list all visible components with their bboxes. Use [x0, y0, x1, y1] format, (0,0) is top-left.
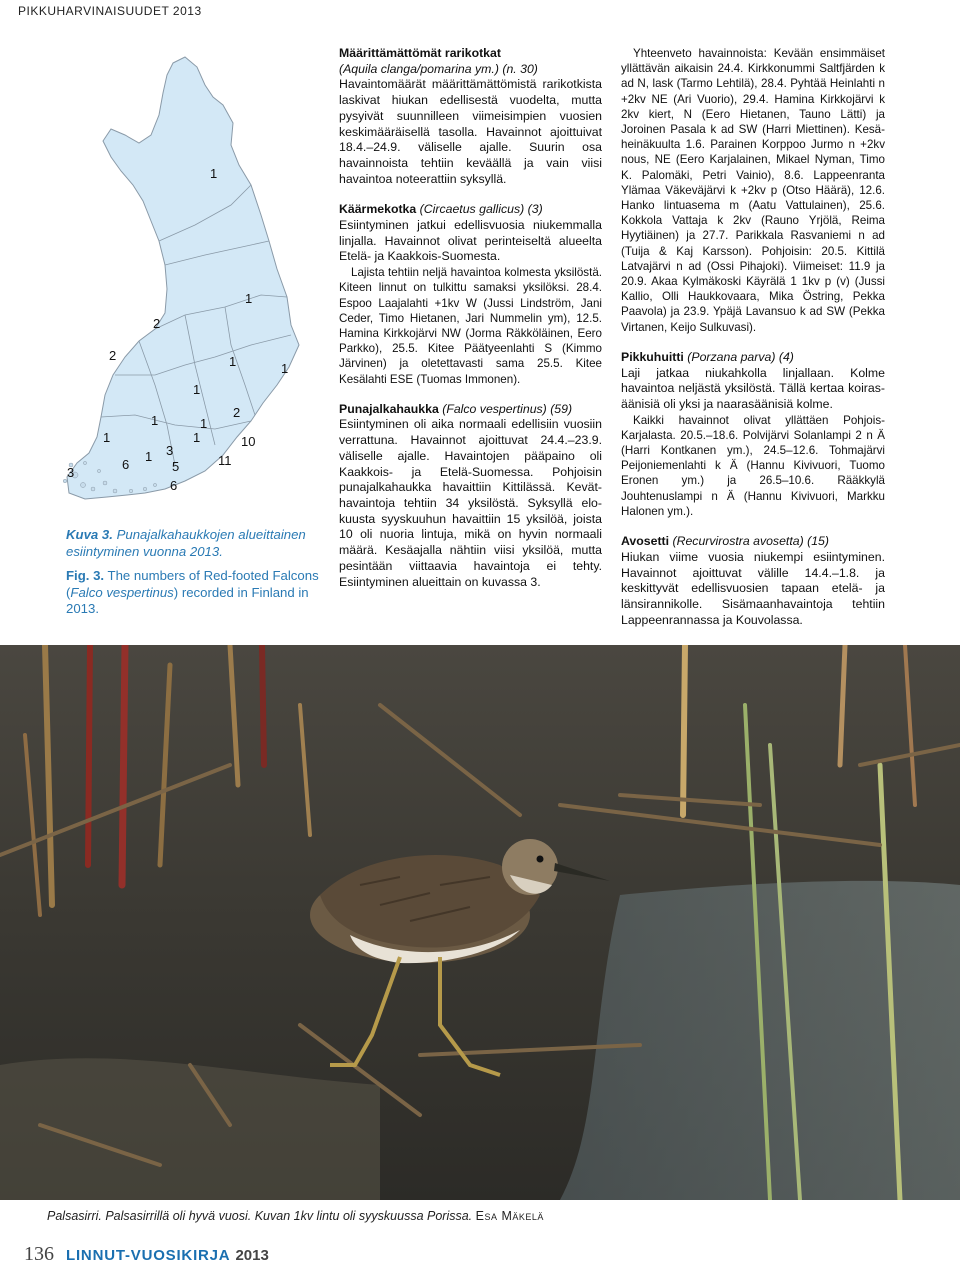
species-latin: (Falco vespertinus) (59) [442, 401, 573, 416]
caption-fi-label: Kuva 3. [66, 527, 113, 542]
map-label: 1 [145, 449, 153, 464]
map-label: 1 [200, 416, 208, 431]
map-label: 1 [193, 382, 201, 397]
running-header: PIKKUHARVINAISUUDET 2013 [18, 4, 202, 18]
map-label: 2 [109, 348, 117, 363]
species-latin: (Aquila clanga/pomarina ym.) (n. 30) [339, 61, 538, 76]
map-label: 1 [151, 413, 159, 428]
species-latin: (Porzana parva) (4) [687, 349, 794, 364]
magazine-year: 2013 [235, 1247, 269, 1264]
caption-en-label: Fig. 3. [66, 568, 105, 583]
species-latin: (Circaetus gallicus) (3) [419, 202, 543, 217]
species-body: Havaintomäärät määrittämättömistä rarikotkista laskivat hiukan edellisestä vuodelta, mutta pysyivät suunnilleen viimeisimpien vuosien keskimääräisellä tasolla. Havainnot ajoittuivat 18.4.–24.9. väliselle ajalle. Suurin osa havainnoista tehtiin keväällä ja vain viisi havaintoa noteerattiin syksyllä. [339, 77, 602, 186]
species-heading-pikkuhuitti: Pikkuhuitti [621, 349, 684, 364]
species-heading-kaarmekotka: Käärmekotka [339, 202, 417, 217]
bird-photo [0, 645, 960, 1200]
photo-caption-text: Palsasirri. Palsasirrillä oli hyvä vuosi. Kuvan 1kv lintu oli syyskuussa Porissa. [47, 1209, 473, 1223]
species-body: Hiukan viime vuosia niukempi esiintyminen. Havainnot ajoittuvat välille 14.4.–1.8. ja keskittyvät edellisvuosien tapaan etelä- ja länsirannikolle. Sisämaanhavaintoja tehtiin Lappeenrannassa ja Kouvolassa. [621, 549, 885, 627]
map-label: 3 [166, 443, 174, 458]
text-column-2 [621, 46, 885, 628]
species-latin: (Recurvirostra avosetta) (15) [672, 534, 829, 549]
species-records: Yhteenveto havainnoista: Kevään ensimmäiset yllättävän aikaisin 24.4. Kirkkonummi Saltfjärden k ad N, lask (Tarmo Lehtilä), 28.4. Pyhtää Heinlahti n +2kv NE (Ari Vuorio), 29.4. Hamina Kirkkojärvi k 2kv kiert, N (Eero Hietanen, Tauno Lätti) ja Joroinen Pasala k ad SW (Harri Miettinen). Kesä-heinäkuulta 1.6. Parainen Korppoo Jurmo n +2kv nous, NE (Eero Karjalainen, Mikael Nyman, Timo K. Palomäki, Petri Vainio), 8.6. Lappeenranta Ylämaa Väkeväjärvi k +2kv p (Otso Häärä), 12.6. Hanko lintuasema m (Aatu Vattulainen), 25.6. Kokkola Vattaja k 2kv (Rauno Yrjölä, Reima Hyytiäinen) ja 27.7. Parikkala Rasvaniemi n ad (Tuija & Kaj Karsson). Pohjoisin: 20.5. Kittilä Latvajärvi n ad (Ossi Pihajoki). Viimeiset: 11.9 ja 20.9. Akaa Kylmäkoski Käyrälä 1 1kv p (v) (Jussi Kallio, Olli Haukkovaara, Mika Östring, Pekka Paavola) ja 23.9. Ypäjä Lavansuo k ad SW (Pekka Virtanen, Keijo Sulkuvasi). [621, 47, 885, 334]
map-label: 1 [281, 361, 289, 376]
map-label: 1 [210, 166, 218, 181]
map-label: 2 [233, 405, 241, 420]
photo-caption [47, 1209, 544, 1223]
map-label: 6 [170, 478, 178, 493]
text-column-1 [339, 46, 602, 590]
map-label: 2 [153, 316, 161, 331]
map-label: 10 [241, 434, 256, 449]
caption-fi-text: Punajalkahaukkojen alueittainen esiintyminen vuonna 2013. [66, 527, 306, 559]
map-label: 5 [172, 459, 180, 474]
map-label: 6 [122, 457, 130, 472]
map-label: 3 [67, 465, 75, 480]
map-label: 1 [193, 430, 201, 445]
map-label: 1 [245, 291, 253, 306]
map-label: 1 [229, 354, 237, 369]
caption-en-text-1: The numbers of Red-footed Falcons ( [66, 568, 319, 600]
photo-author: Esa Mäkelä [475, 1209, 544, 1223]
finland-map [55, 45, 330, 505]
caption-en-species: Falco vespertinus [70, 584, 174, 600]
page-number: 136 [24, 1243, 54, 1265]
species-body: Laji jatkaa niukahkolla linjallaan. Kolme havaintoa neljästä yksilöstä. Tällä kertaa koirasäänisiä oli yksi ja naarasäänisiä kolme. [621, 365, 885, 411]
caption-en-text-2: ) recorded in Finland in 2013. [66, 584, 309, 616]
map-label: 11 [218, 453, 232, 468]
species-heading-punajalkahaukka: Punajalkahaukka [339, 401, 439, 416]
species-records: Lajista tehtiin neljä havaintoa kolmesta yksilöstä. Kiteen linnut on tulkittu samaksi yksilöksi. 28.4. Espoo Laajalahti +1kv W (Jussi Lindström, Jani Ceder, Timo Hietanen, Jari Nummelin ym), 12.5. Hamina Kirkkojärvi NW (Jorma Räkköläinen, Eero Parkko), 25.5. Kitee Päätyeenlahti S (Kimmo Järvinen) ja oletettavasti sama 25.5. Kitee Kesälahti ESE (Tuomas Immonen). [339, 266, 602, 386]
species-body: Esiintyminen oli aika normaali edellisiin vuosiin verrattuna. Havainnot ajoittuvat 24.4.–23.9. väliselle ajalle. Havaintojen pääpaino oli Kaakkois- ja Etelä-Suomessa. Pohjoisin punajalkahaukka havaittiin Kittilässä. Keväthavaintoja tehtiin 34 yksilöstä. Syksyllä elokuusta syyskuuhun havaittiin 15 yksilöä, joista 10 oli nuoria lintuja, mikä on hyvin normaali määrä. Kesäajalla nähtiin viisi yksilöä, mutta pesintään viittaavia havaintoja ei tehty. Esiintyminen alueittain on kuvassa 3. [339, 417, 602, 589]
page-footer [24, 1243, 269, 1266]
species-body: Esiintyminen jatkui edellisvuosia niukemmalla linjalla. Havainnot olivat perinteiseltä alueelta Etelä- ja Kaakkois-Suomesta. [339, 218, 602, 264]
species-heading-rarikotkat: Määrittämättömät rarikotkat [339, 46, 501, 60]
magazine-name: LINNUT-VUOSIKIRJA [66, 1247, 231, 1264]
species-heading-avosetti: Avosetti [621, 534, 670, 549]
finland-outline [67, 57, 299, 499]
map-label: 1 [103, 430, 111, 445]
species-records: Kaikki havainnot olivat yllättäen Pohjois-Karjalasta. 20.5.–18.6. Polvijärvi Solanlampi 2 n Ä (Harri Kontkanen ym.), 24.5–12.6. Tohmajärvi Peijoniemenlahti k Ä (Hannu Kivivuori, Tuomo Eronen ym.) ja 26.5–10.6. Rääkkylä Jouhtenuslampi n Ä (Hannu Kivivuori, Markku Halonen ym.). [621, 413, 885, 518]
map-caption [66, 527, 328, 618]
